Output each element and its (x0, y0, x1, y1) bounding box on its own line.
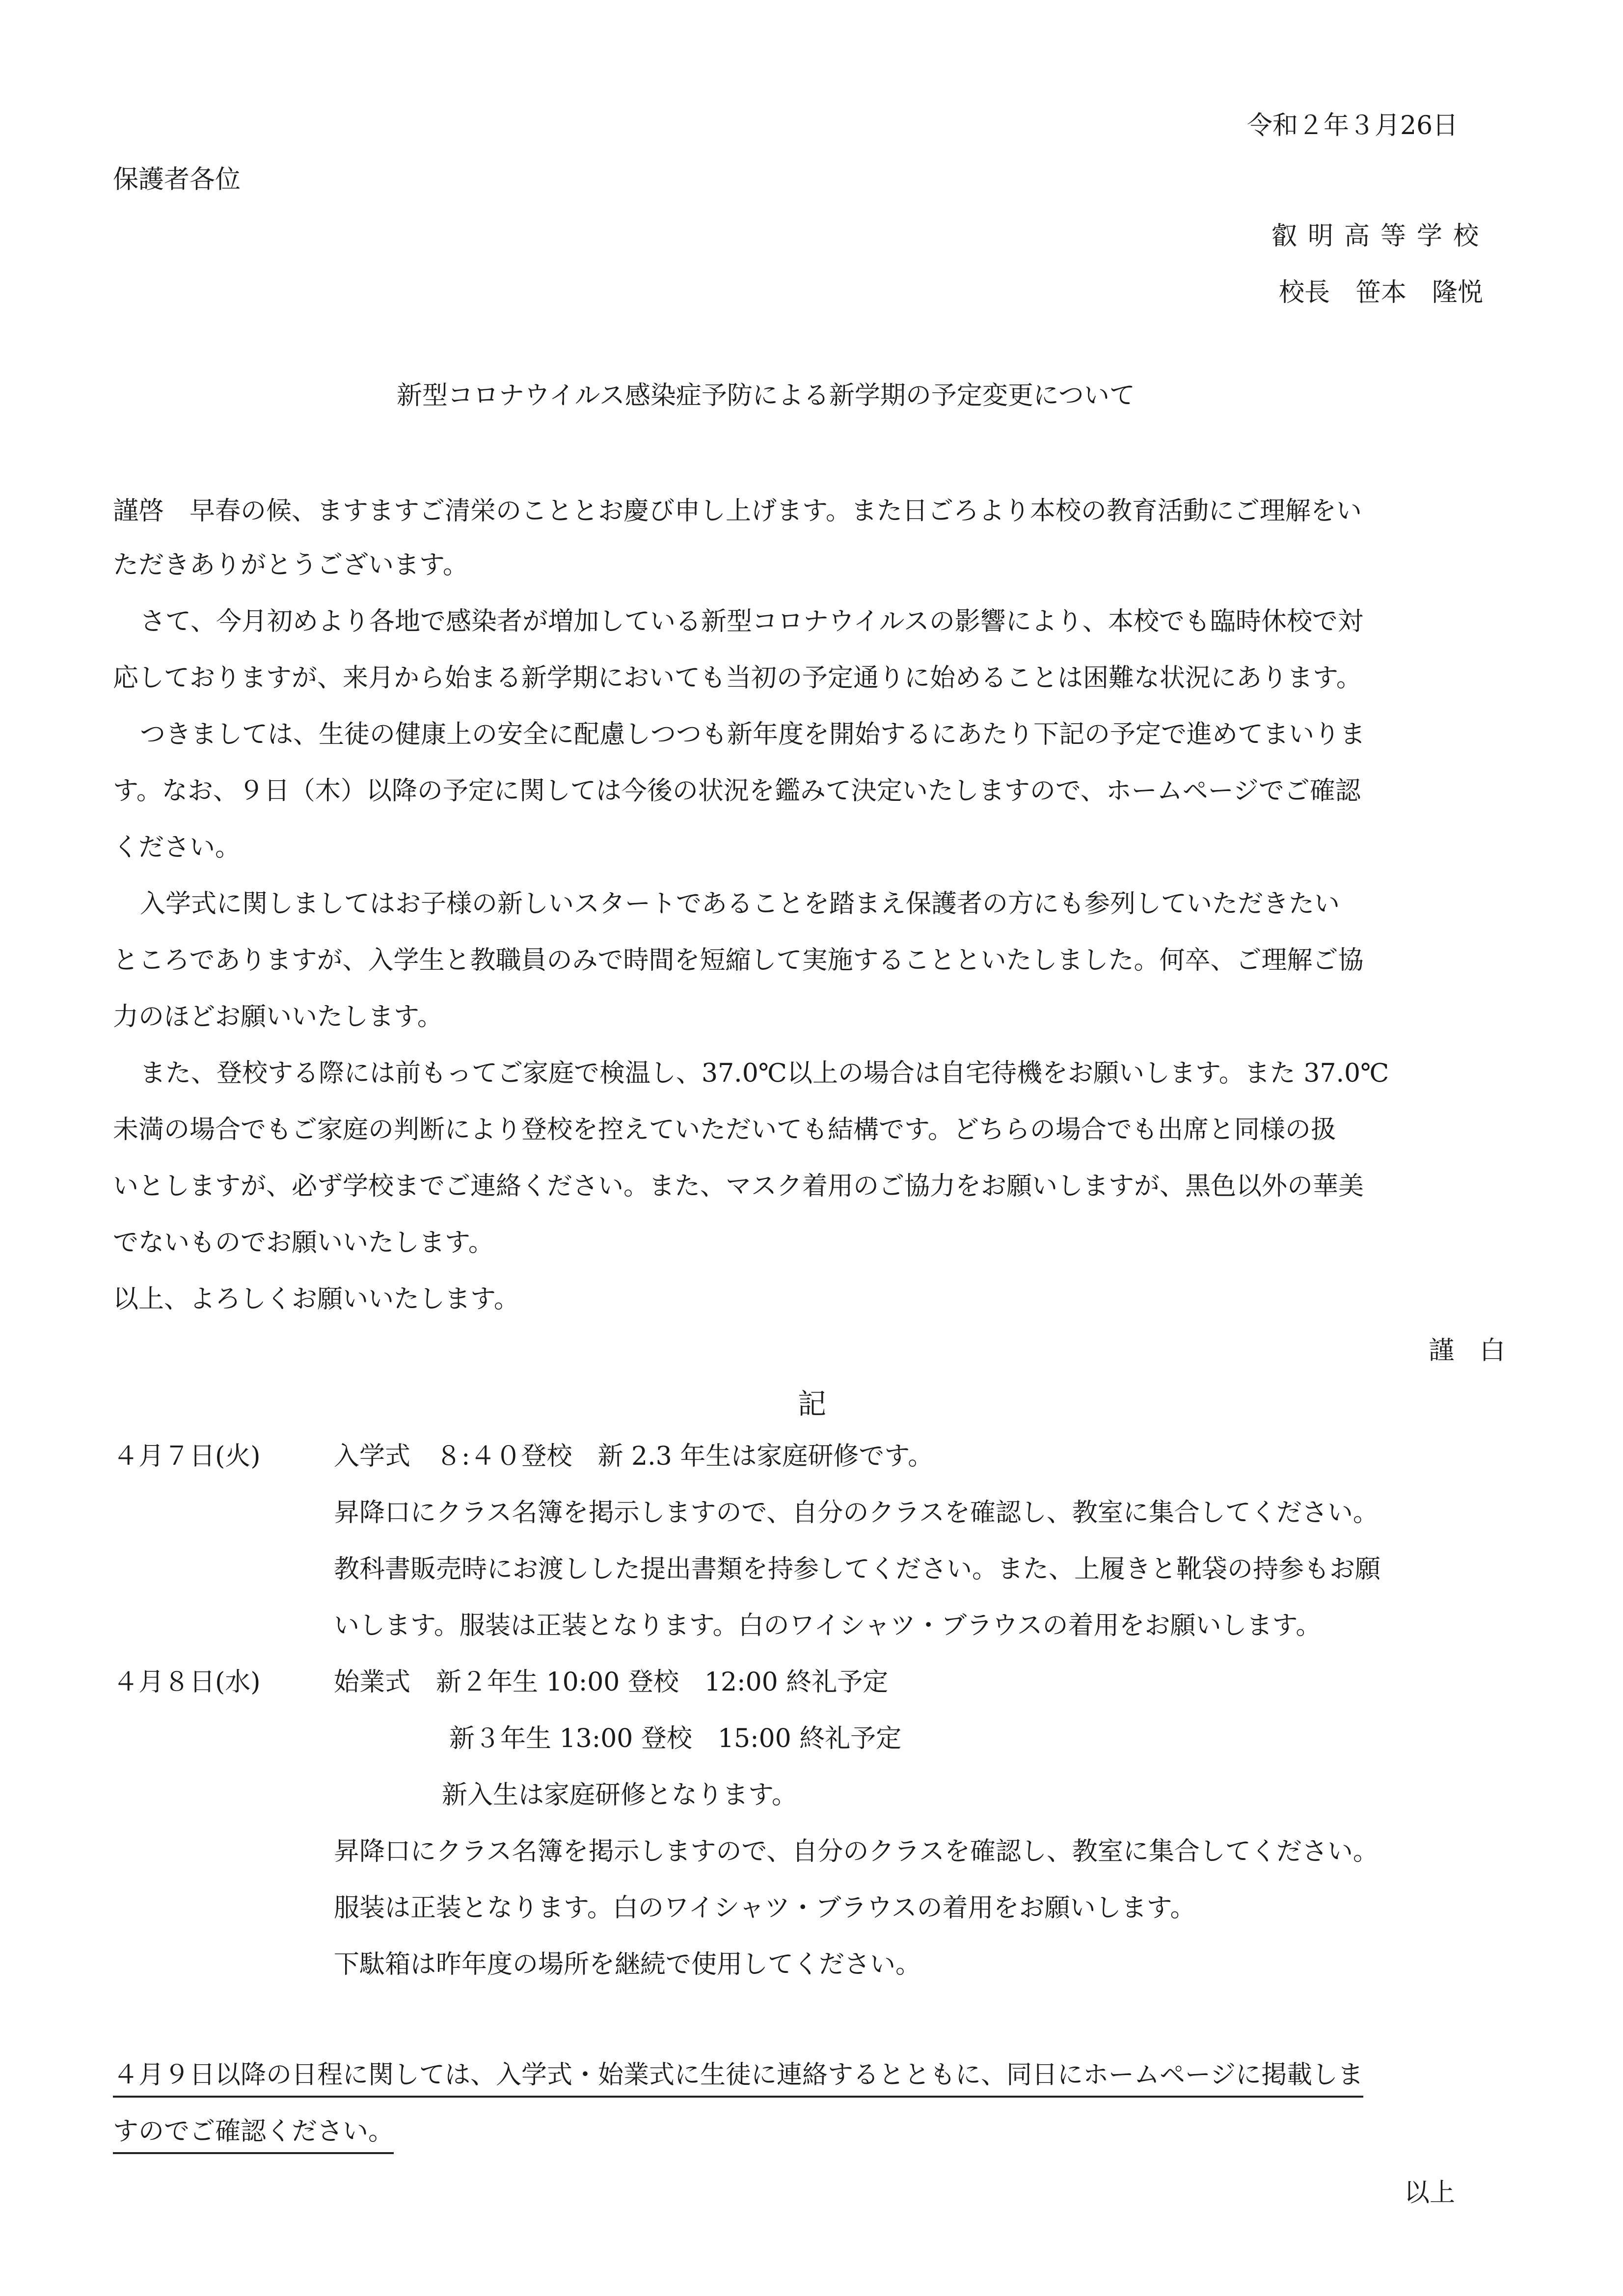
schedule-line: 入学式 ８:４０登校 新 2.3 年生は家庭研修です。 (334, 1442, 934, 1471)
school-name: 叡明高等学校 (1271, 221, 1490, 251)
schedule-date: ４月８日(水) (113, 1667, 261, 1697)
schedule-date: ４月７日(火) (113, 1442, 261, 1471)
body-line: 入学式に関しましてはお子様の新しいスタートであることを踏まえ保護者の方にも参列していただきたい (140, 889, 1340, 919)
body-line: 以上、よろしくお願いいたします。 (113, 1285, 519, 1314)
document-date: 令和２年３月26日 (1247, 111, 1459, 140)
body-line: つきましては、生徒の健康上の安全に配慮しつつも新年度を開始するにあたり下記の予定で進めてまいりま (140, 720, 1366, 749)
body-line: また、登校する際には前もってご家庭で検温し、37.0℃以上の場合は自宅待機をお願いします。また 37.0℃ (140, 1059, 1389, 1088)
closing-keigu: 謹 白 (1429, 1336, 1506, 1366)
note-line: すのでご確認ください。 (113, 2119, 394, 2154)
body-line: ところでありますが、入学生と教職員のみで時間を短縮して実施することといたしました。何卒、ご理解ご協 (113, 946, 1364, 975)
closing-ijo: 以上 (1404, 2178, 1456, 2208)
body-line: いとしますが、必ず学校までご連絡ください。また、マスク着用のご協力をお願いしますが、黒色以外の華美 (113, 1172, 1364, 1201)
body-line: 未満の場合でもご家庭の判断により登校を控えていただいても結構です。どちらの場合でも出席と同様の扱 (113, 1115, 1336, 1145)
principal-name: 校長 笹本 隆悦 (1279, 278, 1484, 307)
schedule-line: 下駄箱は昨年度の場所を継続で使用してください。 (334, 1950, 921, 1979)
document-title: 新型コロナウイルス感染症予防による新学期の予定変更について (397, 381, 1135, 410)
body-line: す。なお、９日（木）以降の予定に関しては今後の状況を鑑みて決定いたしますので、ホームページでご確認 (113, 776, 1361, 806)
recipient-line: 保護者各位 (113, 165, 241, 194)
body-line: でないものでお願いいたします。 (113, 1228, 494, 1257)
body-line: 謹啓 早春の候、ますますご清栄のこととお慶び申し上げます。また日ごろより本校の教育活動にご理解をい (113, 496, 1362, 526)
body-line: 応しておりますが、来月から始まる新学期においても当初の予定通りに始めることは困難な状況にあります。 (113, 663, 1362, 693)
schedule-line: 昇降口にクラス名簿を掲示しますので、自分のクラスを確認し、教室に集合してください。 (334, 1837, 1379, 1866)
schedule-line: 服装は正装となります。白のワイシャツ・ブラウスの着用をお願いします。 (334, 1893, 1196, 1923)
body-line: ただきありがとうございます。 (113, 550, 468, 580)
schedule-line: 始業式 新２年生 10:00 登校 12:00 終礼予定 (334, 1667, 889, 1697)
schedule-line: 新入生は家庭研修となります。 (442, 1780, 797, 1810)
schedule-line: 教科書販売時にお渡しした提出書類を持参してください。また、上履きと靴袋の持参もお願 (334, 1555, 1381, 1584)
ki-heading: 記 (798, 1387, 827, 1421)
note-line: ４月９日以降の日程に関しては、入学式・始業式に生徒に連絡するとともに、同日にホームページに掲載しま (113, 2062, 1363, 2098)
schedule-line: 新３年生 13:00 登校 15:00 終礼予定 (449, 1724, 902, 1753)
schedule-line: 昇降口にクラス名簿を掲示しますので、自分のクラスを確認し、教室に集合してください。 (334, 1498, 1379, 1528)
body-line: 力のほどお願いいたします。 (113, 1002, 443, 1032)
body-line: ください。 (113, 833, 241, 862)
schedule-line: いします。服装は正装となります。白のワイシャツ・ブラウスの着用をお願いします。 (334, 1611, 1322, 1640)
body-line: さて、今月初めより各地で感染者が増加している新型コロナウイルスの影響により、本校でも臨時休校で対 (140, 607, 1363, 636)
